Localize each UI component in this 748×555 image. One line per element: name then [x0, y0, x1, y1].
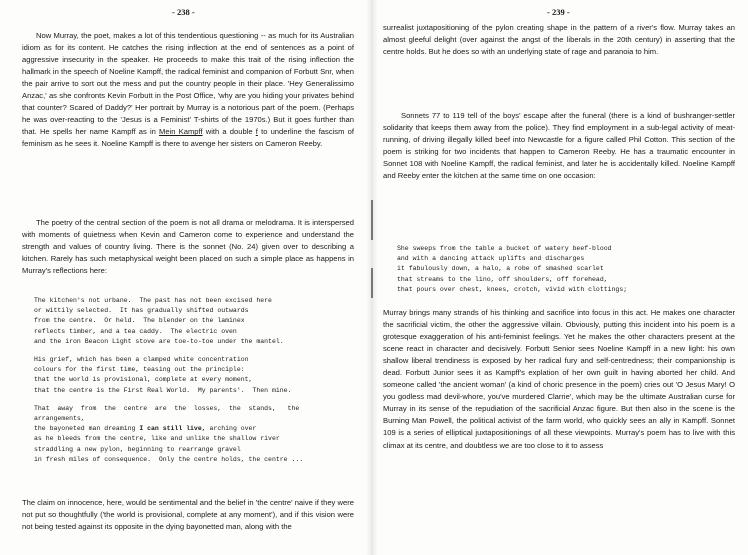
underlined-letter: f [255, 127, 258, 137]
paragraph: Now Murray, the poet, makes a lot of this tendentious questioning -- as much for its Australian idiom as for its content. He catches the rising inflection at the end of sentences as a point of aggressive insecurity in the speaker. He proceeds to make this trait of the rising inflection the hallmark in the speech of Noeline Kampff, the radical feminist and companion of Forbutt Snr, when the pair arrive to sort out the mess and put the country people in their place. 'Hey Generalissimo Anzac,' as she confronts Kevin Forbutt in the Post Office, 'why are you hiding your privates behind that counter? Scared of Daddy?' Her portrait by Murray is a notorious part of the poem. (Perhaps he was over-reacting to the 'Jesus is a Feminist' T-shirts of the 1970s.) But it goes further than that. He spells her name Kampff as in Mein Kampff with a double f to underline the fascism of feminism as he sees it. Noeline Kampff is there to avenge her sisters on Cameron Reeby. [22, 31, 354, 149]
verse-line: His grief, which has been a clamped white concentration [34, 356, 249, 364]
verse-line: The kitchen's not urbane. The past has not been excised here [34, 297, 272, 304]
verse-line: She sweeps from the table a bucket of watery beef-blood [397, 245, 612, 252]
page-number: - 238 - [172, 7, 195, 17]
left-page [0, 0, 370, 555]
verse-line: arrangements, [34, 415, 85, 423]
page-number: - 239 - [547, 7, 570, 17]
verse-line: that the world is provisional, complete at every moment, [34, 376, 253, 384]
book-title: Mein Kampff [159, 127, 203, 137]
verse-line: That away from the centre are the losses, the stands, the [34, 404, 300, 412]
verse-line: that the centre is the First Real World. My parents'. Then mine. [34, 386, 292, 394]
verse-line: and the iron Beacon Light stove are toe-to-toe under the mantel. [34, 337, 284, 345]
paragraph: surrealist juxtapositioning of the pylon creating shape in the pattern of a river's flow. Murray takes an almost gleeful delight (over against the angst of the liberals in the 20th century) in asserting that the centre holds. But he does so with an underlying state of rage and paranoia to him. [383, 23, 735, 57]
right-page [375, 0, 748, 555]
verse-quote [397, 244, 737, 295]
verse-line: colours for the first time, teasing out the principle: [34, 366, 245, 374]
verse-line: as he bleeds from the centre, like and unlike the shallow river [34, 435, 280, 443]
verse-line: straddling a new pylon, beginning to rearrange gravel [34, 445, 241, 453]
verse-line: the bayoneted man dreaming I can still live, arching over [34, 425, 257, 433]
paragraph: The poetry of the central section of the poem is not all drama or melodrama. It is interspersed with moments of quietness when Kevin and Cameron come to experience and understand the strength and values of country living. There is the sonnet (No. 24) given over to describing a kitchen. Rarely has such metaphysical weight been placed on such a simple place as happens in Murray's reflections here: [22, 218, 354, 276]
verse-line: or wittily selected. It has gradually shifted outwards [34, 307, 249, 315]
verse-line: that pours over chest, knees, crotch, vivid with clottings; [397, 285, 628, 293]
verse-line: it fabulously down, a halo, a robe of smashed scarlet [397, 265, 604, 273]
paragraph: The claim on innocence, here, would be sentimental and the belief in 'the centre' naive if they were not put so thoughtfully ('the world is provisional, complete at any moment'), and if this vision were not being tested against its opposite in the dying bayonetted man, along with the [22, 498, 354, 532]
stanza [34, 355, 359, 396]
verse-line: that streams to the lino, off shoulders, off forehead, [397, 275, 608, 283]
verse-quote [34, 296, 359, 465]
verse-line: reflects timber, and a tea caddy. The electric oven [34, 327, 237, 335]
verse-line: from the centre. Or held. The blender on the laminex [34, 317, 245, 325]
paragraph: Murray brings many strands of his thinking and sacrifice into focus in this act. He makes one character the sacrificial victim, the other the aggressive villain. Obviously, putting this incident into his poem is a grotesque exaggeration of his anti-feminist feelings. Yet he makes the other characters present at the scene react in character and decisively. Forbutt Senior sees Noeline Kampff in a new light: his own shallow liberal trendiness is exposed by her radical fury and self-centredness; their companionship is dead. Forbutt Junior sees it as Kampff's explation of her own guilt in having aborted her child. And someone called 'the ancient woman' (a kind of choric presence in the poem) cries out 'O Jesus Mary! O you godless mad devil-whore, you've murdered Clarrie', which may be the ultimate Australian curse for Murray in its sense of the repudiation of the sacrificial Anzac figure. But then also in the scene is the Burning Man Powell, the political activist of the farm world, who quickly sees an ally in Kampff. Sonnet 109 is a series of elliptical juxtapositionings of all these viewpoints. Murray's poem has to live with this climax at its centre, and doubtless we are too close to it to assess [383, 308, 735, 450]
verse-line: and with a dancing attack uplifts and discharges [397, 255, 585, 263]
gutter-mark [371, 200, 373, 240]
stanza [34, 404, 359, 465]
gutter-mark [371, 268, 373, 298]
verse-line: in fresh miles of consequence. Only the centre holds, the centre ... [34, 455, 304, 463]
stanza [34, 296, 359, 347]
paragraph: Sonnets 77 to 119 tell of the boys' escape after the funeral (there is a kind of bushranger-settler solidarity that keeps them away from the police). They find employment in a sub-legal activity of meat-running, of driving illegally killed beef into Newcastle for a figure called Phil Cotton. This section of the poem is striking for two incidents that happen to Cameron Reeby. He has a traumatic encounter in Sonnet 108 with Noeline Kampff, the radical feminist, and later he is accidentally killed. Noeline Kampff and Reeby enter the kitchen at the same time on one occasion: [383, 111, 735, 181]
